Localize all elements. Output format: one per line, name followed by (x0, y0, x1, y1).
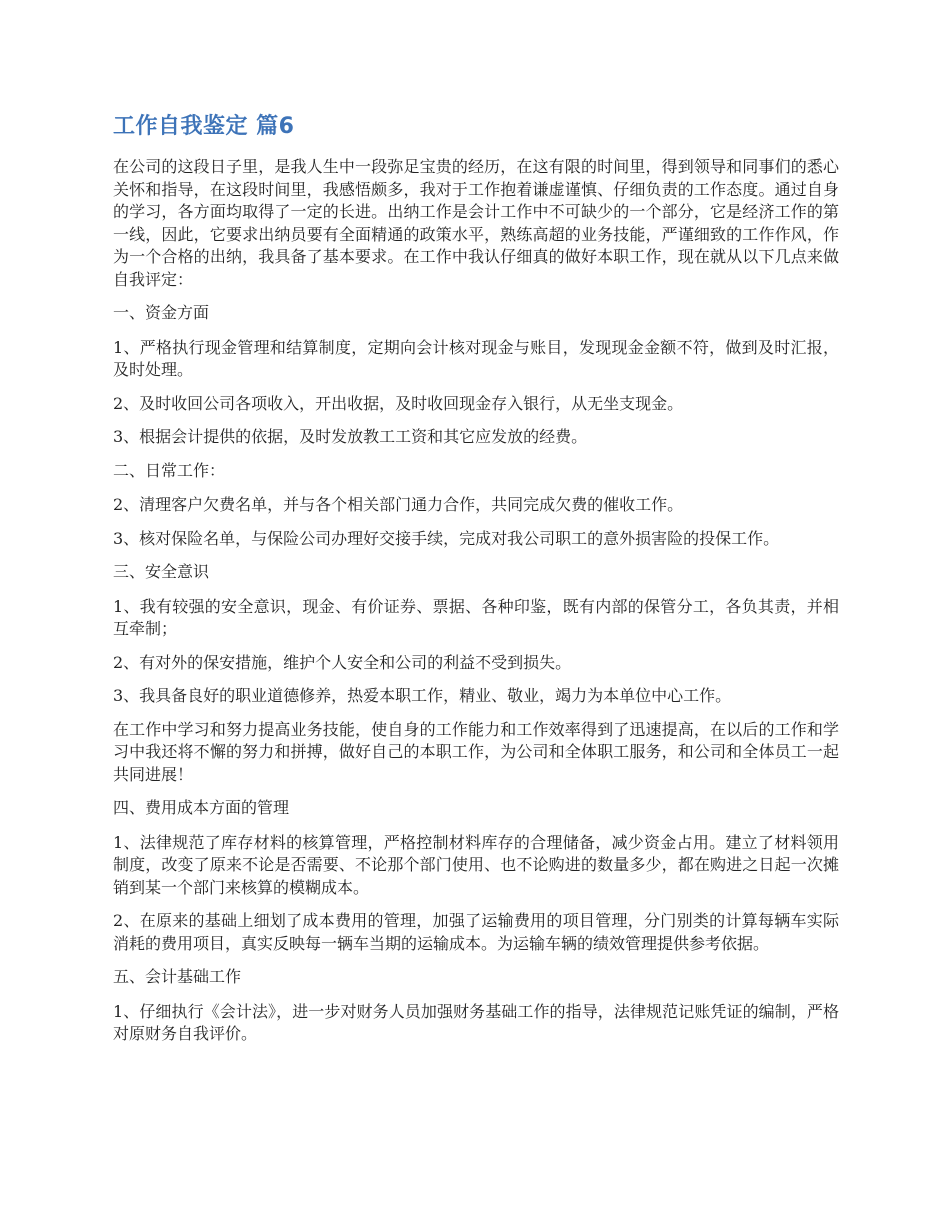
section-heading-funds: 一、资金方面 (113, 303, 210, 322)
list-item: 2、清理客户欠费名单，并与各个相关部门通力合作，共同完成欠费的催收工作。 (113, 495, 684, 514)
section-heading-daily-work: 二、日常工作： (113, 460, 226, 480)
section-heading-safety: 三、安全意识 (113, 562, 210, 581)
list-item: 2、在原来的基础上细划了成本费用的管理，加强了运输费用的项目管理，分门别类的计算每辆车实际消耗的费用项目，真实反映每一辆车当期的运输成本。为运输车辆的绩效管理提供参考依据。 (113, 911, 839, 953)
list-item: 1、严格执行现金管理和结算制度，定期向会计核对现金与账目，发现现金金额不符，做到及时汇报，及时处理。 (113, 337, 839, 379)
list-item: 3、核对保险名单，与保险公司办理好交接手续，完成对我公司职工的意外损害险的投保工作。 (113, 528, 780, 548)
paragraph-summary: 在工作中学习和努力提高业务技能，使自身的工作能力和工作效率得到了迅速提高，在以后的工作和学习中我还将不懈的努力和拼搏，做好自己的本职工作，为公司和全体职工服务，和公司和全体员工一起共同进展！ (113, 719, 839, 784)
list-item: 3、我具备良好的职业道德修养，热爱本职工作，精业、敬业，竭力为本单位中心工作。 (113, 686, 732, 705)
document-title: 工作自我鉴定 篇6 (113, 114, 295, 139)
list-item: 2、有对外的保安措施，维护个人安全和公司的利益不受到损失。 (113, 652, 572, 672)
list-item: 1、我有较强的安全意识，现金、有价证券、票据、各种印鉴，既有内部的保管分工，各负其责，并相互牵制； (113, 596, 839, 638)
list-item: 1、法律规范了库存材料的核算管理，严格控制材料库存的合理储备，减少资金占用。建立了材料领用制度，改变了原来不论是否需要、不论那个部门使用、也不论购进的数量多少，都在购进之日起一次摊销到某一个部门来核算的模糊成本。 (113, 832, 839, 897)
list-item: 1、仔细执行《会计法》，进一步对财务人员加强财务基础工作的指导，法律规范记账凭证的编制，严格对原财务自我评价。 (113, 1001, 839, 1043)
section-heading-cost-management: 四、费用成本方面的管理 (113, 798, 290, 817)
list-item: 2、及时收回公司各项收入，开出收据，及时收回现金存入银行，从无坐支现金。 (113, 393, 684, 413)
paragraph-intro: 在公司的这段日子里，是我人生中一段弥足宝贵的经历，在这有限的时间里，得到领导和同事们的悉心关怀和指导，在这段时间里，我感悟颇多，我对于工作抱着谦虚谨慎、仔细负责的工作态度。通过自身的学习，各方面均取得了一定的长进。出纳工作是会计工作中不可缺少的一个部分，它是经济工作的第一线，因此，它要求出纳员要有全面精通的政策水平，熟练高超的业务技能，严谨细致的工作作风，作为一个合格的出纳，我具备了基本要求。在工作中我认仔细真的做好本职工作，现在就从以下几点来做自我评定： (113, 157, 839, 289)
list-item: 3、根据会计提供的依据，及时发放教工工资和其它应发放的经费。 (113, 427, 588, 446)
section-heading-accounting-basics: 五、会计基础工作 (113, 967, 242, 986)
document-page (113, 112, 839, 1057)
